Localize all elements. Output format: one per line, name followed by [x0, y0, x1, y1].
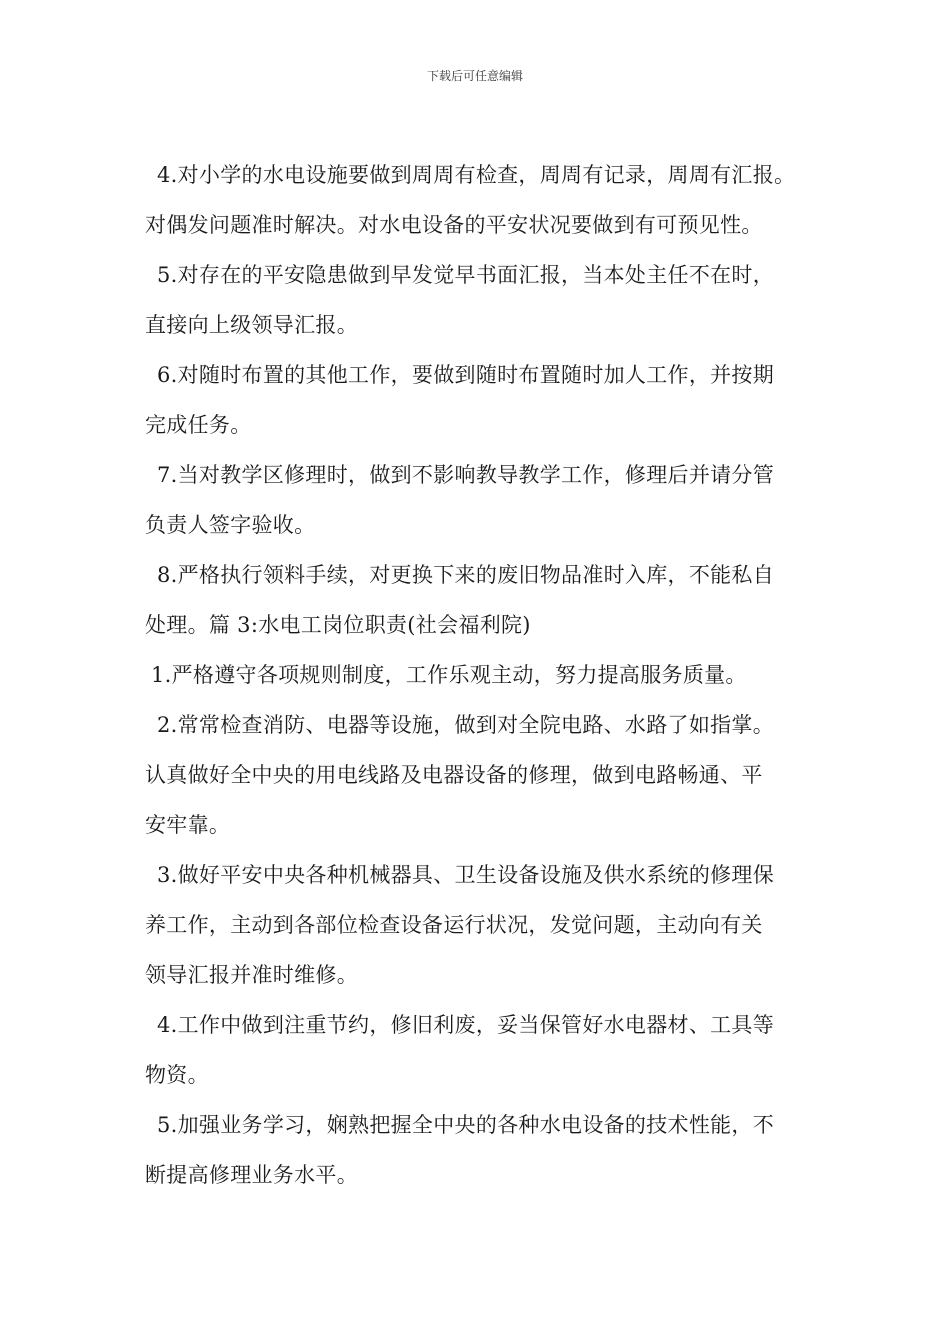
text-line: 5.加强业务学习，娴熟把握全中央的各种水电设备的技术性能，不	[157, 1113, 775, 1137]
text-line: 领导汇报并准时维修。	[145, 963, 358, 987]
text-line: 完成任务。	[145, 413, 252, 437]
text-line: 认真做好全中央的用电线路及电器设备的修理，做到电路畅通、平	[145, 763, 763, 787]
document-body	[145, 150, 825, 1200]
text-line: 6.对随时布置的其他工作，要做到随时布置随时加人工作，并按期	[157, 363, 775, 387]
page-header: 下载后可任意编辑	[426, 69, 523, 83]
text-line: 2.常常检查消防、电器等设施，做到对全院电路、水路了如指掌。	[157, 713, 775, 737]
text-line: 4.对小学的水电设施要做到周周有检查，周周有记录，周周有汇报。	[157, 163, 796, 187]
text-line: 断提高修理业务水平。	[145, 1163, 358, 1187]
text-line: 8.严格执行领料手续，对更换下来的废旧物品准时入库，不能私自	[157, 563, 775, 587]
text-line: 养工作，主动到各部位检查设备运行状况，发觉问题，主动向有关	[145, 913, 763, 937]
text-line: 物资。	[145, 1063, 209, 1087]
text-line: 4.工作中做到注重节约，修旧利废，妥当保管好水电器材、工具等	[157, 1013, 775, 1037]
text-line: 5.对存在的平安隐患做到早发觉早书面汇报，当本处主任不在时，	[157, 263, 775, 287]
text-line: 负责人签字验收。	[145, 513, 316, 537]
text-line: 直接向上级领导汇报。	[145, 313, 358, 337]
text-line: 对偶发问题准时解决。对水电设备的平安状况要做到有可预见性。	[145, 213, 763, 237]
text-line: 处理。篇 3:水电工岗位职责(社会福利院)	[145, 613, 531, 637]
text-line: 安牢靠。	[145, 813, 231, 837]
text-line: 7.当对教学区修理时，做到不影响教导教学工作，修理后并请分管	[157, 463, 775, 487]
text-line: 3.做好平安中央各种机械器具、卫生设备设施及供水系统的修理保	[157, 863, 775, 887]
text-line: 1.严格遵守各项规则制度，工作乐观主动，努力提高服务质量。	[151, 663, 747, 687]
